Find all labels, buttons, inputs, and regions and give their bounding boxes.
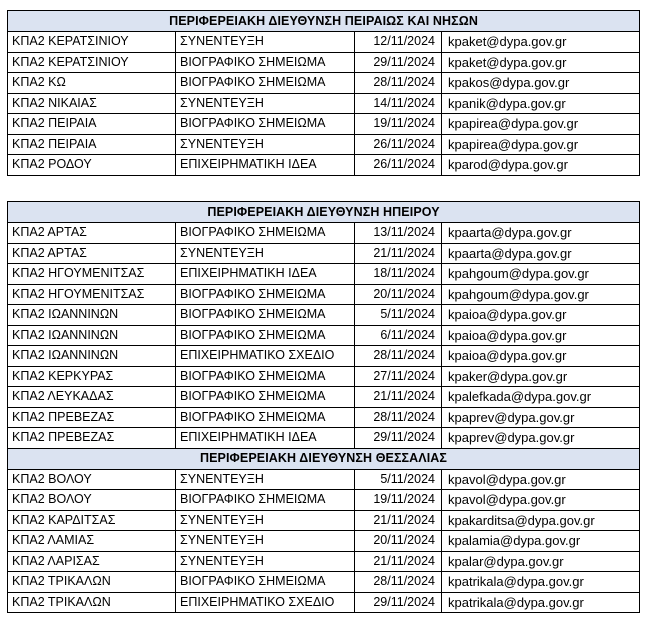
section-header-row	[8, 448, 640, 469]
email-cell[interactable]: kpalar@dypa.gov.gr	[442, 551, 640, 572]
table-row	[8, 387, 640, 408]
date-cell: 28/11/2024	[355, 73, 442, 94]
section-title: ΠΕΡΙΦΕΡΕΙΑΚΗ ΔΙΕΥΘΥΝΣΗ ΠΕΙΡΑΙΩΣ ΚΑΙ ΝΗΣΩΝ	[8, 11, 640, 32]
topic-cell: ΒΙΟΓΡΑΦΙΚΟ ΣΗΜΕΙΩΜΑ	[176, 284, 355, 305]
date-cell: 21/11/2024	[355, 510, 442, 531]
office-cell: ΚΠΑ2 ΠΡΕΒΕΖΑΣ	[8, 407, 176, 428]
date-cell: 29/11/2024	[355, 52, 442, 73]
topic-cell: ΒΙΟΓΡΑΦΙΚΟ ΣΗΜΕΙΩΜΑ	[176, 52, 355, 73]
topic-cell: ΕΠΙΧΕΙΡΗΜΑΤΙΚΗ ΙΔΕΑ	[176, 264, 355, 285]
topic-cell: ΕΠΙΧΕΙΡΗΜΑΤΙΚΗ ΙΔΕΑ	[176, 155, 355, 176]
office-cell: ΚΠΑ2 ΠΕΙΡΑΙΑ	[8, 114, 176, 135]
email-cell[interactable]: kpahgoum@dypa.gov.gr	[442, 284, 640, 305]
date-cell: 28/11/2024	[355, 572, 442, 593]
email-cell[interactable]: kpaprev@dypa.gov.gr	[442, 428, 640, 449]
table-row	[8, 346, 640, 367]
date-cell: 19/11/2024	[355, 114, 442, 135]
date-cell: 27/11/2024	[355, 366, 442, 387]
topic-cell: ΒΙΟΓΡΑΦΙΚΟ ΣΗΜΕΙΩΜΑ	[176, 325, 355, 346]
email-cell[interactable]: kpaarta@dypa.gov.gr	[442, 243, 640, 264]
email-cell[interactable]: kpahgoum@dypa.gov.gr	[442, 264, 640, 285]
table-row	[8, 592, 640, 613]
office-cell: ΚΠΑ2 ΛΑΜΙΑΣ	[8, 531, 176, 552]
date-cell: 20/11/2024	[355, 531, 442, 552]
office-cell: ΚΠΑ2 ΚΩ	[8, 73, 176, 94]
email-cell[interactable]: kpaioa@dypa.gov.gr	[442, 325, 640, 346]
office-cell: ΚΠΑ2 ΗΓΟΥΜΕΝΙΤΣΑΣ	[8, 264, 176, 285]
topic-cell: ΣΥΝΕΝΤΕΥΞΗ	[176, 510, 355, 531]
date-cell: 5/11/2024	[355, 469, 442, 490]
date-cell: 21/11/2024	[355, 387, 442, 408]
date-cell: 5/11/2024	[355, 305, 442, 326]
table-row	[8, 284, 640, 305]
office-cell: ΚΠΑ2 ΒΟΛΟΥ	[8, 469, 176, 490]
date-cell: 26/11/2024	[355, 155, 442, 176]
section-title: ΠΕΡΙΦΕΡΕΙΑΚΗ ΔΙΕΥΘΥΝΣΗ ΘΕΣΣΑΛΙΑΣ	[8, 448, 640, 469]
topic-cell: ΒΙΟΓΡΑΦΙΚΟ ΣΗΜΕΙΩΜΑ	[176, 73, 355, 94]
email-cell[interactable]: kpavol@dypa.gov.gr	[442, 469, 640, 490]
email-cell[interactable]: kparod@dypa.gov.gr	[442, 155, 640, 176]
email-cell[interactable]: kpavol@dypa.gov.gr	[442, 490, 640, 511]
office-cell: ΚΠΑ2 ΗΓΟΥΜΕΝΙΤΣΑΣ	[8, 284, 176, 305]
date-cell: 28/11/2024	[355, 407, 442, 428]
epirus-thessaly-table	[7, 201, 640, 613]
topic-cell: ΣΥΝΕΝΤΕΥΞΗ	[176, 551, 355, 572]
email-cell[interactable]: kpaket@dypa.gov.gr	[442, 52, 640, 73]
office-cell: ΚΠΑ2 ΡΟΔΟΥ	[8, 155, 176, 176]
office-cell: ΚΠΑ2 ΛΕΥΚΑΔΑΣ	[8, 387, 176, 408]
table-row	[8, 264, 640, 285]
topic-cell: ΣΥΝΕΝΤΕΥΞΗ	[176, 531, 355, 552]
section-header-row	[8, 202, 640, 223]
office-cell: ΚΠΑ2 ΒΟΛΟΥ	[8, 490, 176, 511]
office-cell: ΚΠΑ2 ΑΡΤΑΣ	[8, 223, 176, 244]
topic-cell: ΒΙΟΓΡΑΦΙΚΟ ΣΗΜΕΙΩΜΑ	[176, 305, 355, 326]
topic-cell: ΣΥΝΕΝΤΕΥΞΗ	[176, 469, 355, 490]
topic-cell: ΒΙΟΓΡΑΦΙΚΟ ΣΗΜΕΙΩΜΑ	[176, 387, 355, 408]
date-cell: 18/11/2024	[355, 264, 442, 285]
email-cell[interactable]: kpatrikala@dypa.gov.gr	[442, 592, 640, 613]
date-cell: 13/11/2024	[355, 223, 442, 244]
topic-cell: ΒΙΟΓΡΑΦΙΚΟ ΣΗΜΕΙΩΜΑ	[176, 490, 355, 511]
email-cell[interactable]: kpaarta@dypa.gov.gr	[442, 223, 640, 244]
office-cell: ΚΠΑ2 ΙΩΑΝΝΙΝΩΝ	[8, 346, 176, 367]
email-cell[interactable]: kpaprev@dypa.gov.gr	[442, 407, 640, 428]
date-cell: 6/11/2024	[355, 325, 442, 346]
email-cell[interactable]: kpapirea@dypa.gov.gr	[442, 134, 640, 155]
office-cell: ΚΠΑ2 ΙΩΑΝΝΙΝΩΝ	[8, 305, 176, 326]
table-row	[8, 73, 640, 94]
office-cell: ΚΠΑ2 ΑΡΤΑΣ	[8, 243, 176, 264]
topic-cell: ΒΙΟΓΡΑΦΙΚΟ ΣΗΜΕΙΩΜΑ	[176, 572, 355, 593]
table-row	[8, 469, 640, 490]
table-row	[8, 243, 640, 264]
table-row	[8, 366, 640, 387]
topic-cell: ΣΥΝΕΝΤΕΥΞΗ	[176, 134, 355, 155]
table-row	[8, 531, 640, 552]
office-cell: ΚΠΑ2 ΙΩΑΝΝΙΝΩΝ	[8, 325, 176, 346]
email-cell[interactable]: kpaioa@dypa.gov.gr	[442, 305, 640, 326]
date-cell: 12/11/2024	[355, 32, 442, 53]
piraeus-table	[7, 10, 640, 176]
table-row	[8, 407, 640, 428]
section-title: ΠΕΡΙΦΕΡΕΙΑΚΗ ΔΙΕΥΘΥΝΣΗ ΗΠΕΙΡΟΥ	[8, 202, 640, 223]
email-cell[interactable]: kpanik@dypa.gov.gr	[442, 93, 640, 114]
table-row	[8, 114, 640, 135]
topic-cell: ΒΙΟΓΡΑΦΙΚΟ ΣΗΜΕΙΩΜΑ	[176, 366, 355, 387]
office-cell: ΚΠΑ2 ΚΕΡΑΤΣΙΝΙΟΥ	[8, 32, 176, 53]
table-row	[8, 325, 640, 346]
date-cell: 14/11/2024	[355, 93, 442, 114]
office-cell: ΚΠΑ2 ΚΕΡΚΥΡΑΣ	[8, 366, 176, 387]
email-cell[interactable]: kpaker@dypa.gov.gr	[442, 366, 640, 387]
table-row	[8, 52, 640, 73]
section-header-row	[8, 11, 640, 32]
table-row	[8, 305, 640, 326]
date-cell: 29/11/2024	[355, 592, 442, 613]
topic-cell: ΕΠΙΧΕΙΡΗΜΑΤΙΚΗ ΙΔΕΑ	[176, 428, 355, 449]
office-cell: ΚΠΑ2 ΤΡΙΚΑΛΩΝ	[8, 572, 176, 593]
email-cell[interactable]: kpapirea@dypa.gov.gr	[442, 114, 640, 135]
table-row	[8, 490, 640, 511]
email-cell[interactable]: kpakos@dypa.gov.gr	[442, 73, 640, 94]
topic-cell: ΣΥΝΕΝΤΕΥΞΗ	[176, 32, 355, 53]
date-cell: 21/11/2024	[355, 551, 442, 572]
office-cell: ΚΠΑ2 ΚΕΡΑΤΣΙΝΙΟΥ	[8, 52, 176, 73]
topic-cell: ΒΙΟΓΡΑΦΙΚΟ ΣΗΜΕΙΩΜΑ	[176, 407, 355, 428]
office-cell: ΚΠΑ2 ΝΙΚΑΙΑΣ	[8, 93, 176, 114]
date-cell: 21/11/2024	[355, 243, 442, 264]
table-row	[8, 428, 640, 449]
office-cell: ΚΠΑ2 ΠΡΕΒΕΖΑΣ	[8, 428, 176, 449]
topic-cell: ΣΥΝΕΝΤΕΥΞΗ	[176, 243, 355, 264]
table-row	[8, 223, 640, 244]
office-cell: ΚΠΑ2 ΠΕΙΡΑΙΑ	[8, 134, 176, 155]
date-cell: 28/11/2024	[355, 346, 442, 367]
date-cell: 29/11/2024	[355, 428, 442, 449]
table-row	[8, 32, 640, 53]
email-cell[interactable]: kpatrikala@dypa.gov.gr	[442, 572, 640, 593]
date-cell: 19/11/2024	[355, 490, 442, 511]
topic-cell: ΒΙΟΓΡΑΦΙΚΟ ΣΗΜΕΙΩΜΑ	[176, 223, 355, 244]
date-cell: 26/11/2024	[355, 134, 442, 155]
email-cell[interactable]: kpalefkada@dypa.gov.gr	[442, 387, 640, 408]
date-cell: 20/11/2024	[355, 284, 442, 305]
topic-cell: ΒΙΟΓΡΑΦΙΚΟ ΣΗΜΕΙΩΜΑ	[176, 114, 355, 135]
table-row	[8, 134, 640, 155]
email-cell[interactable]: kpalamia@dypa.gov.gr	[442, 531, 640, 552]
topic-cell: ΕΠΙΧΕΙΡΗΜΑΤΙΚΟ ΣΧΕΔΙΟ	[176, 592, 355, 613]
office-cell: ΚΠΑ2 ΤΡΙΚΑΛΩΝ	[8, 592, 176, 613]
topic-cell: ΣΥΝΕΝΤΕΥΞΗ	[176, 93, 355, 114]
email-cell[interactable]: kpaioa@dypa.gov.gr	[442, 346, 640, 367]
table-row	[8, 510, 640, 531]
office-cell: ΚΠΑ2 ΚΑΡΔΙΤΣΑΣ	[8, 510, 176, 531]
table-row	[8, 572, 640, 593]
table-row	[8, 155, 640, 176]
email-cell[interactable]: kpakarditsa@dypa.gov.gr	[442, 510, 640, 531]
email-cell[interactable]: kpaket@dypa.gov.gr	[442, 32, 640, 53]
office-cell: ΚΠΑ2 ΛΑΡΙΣΑΣ	[8, 551, 176, 572]
table-row	[8, 93, 640, 114]
table-row	[8, 551, 640, 572]
topic-cell: ΕΠΙΧΕΙΡΗΜΑΤΙΚΟ ΣΧΕΔΙΟ	[176, 346, 355, 367]
